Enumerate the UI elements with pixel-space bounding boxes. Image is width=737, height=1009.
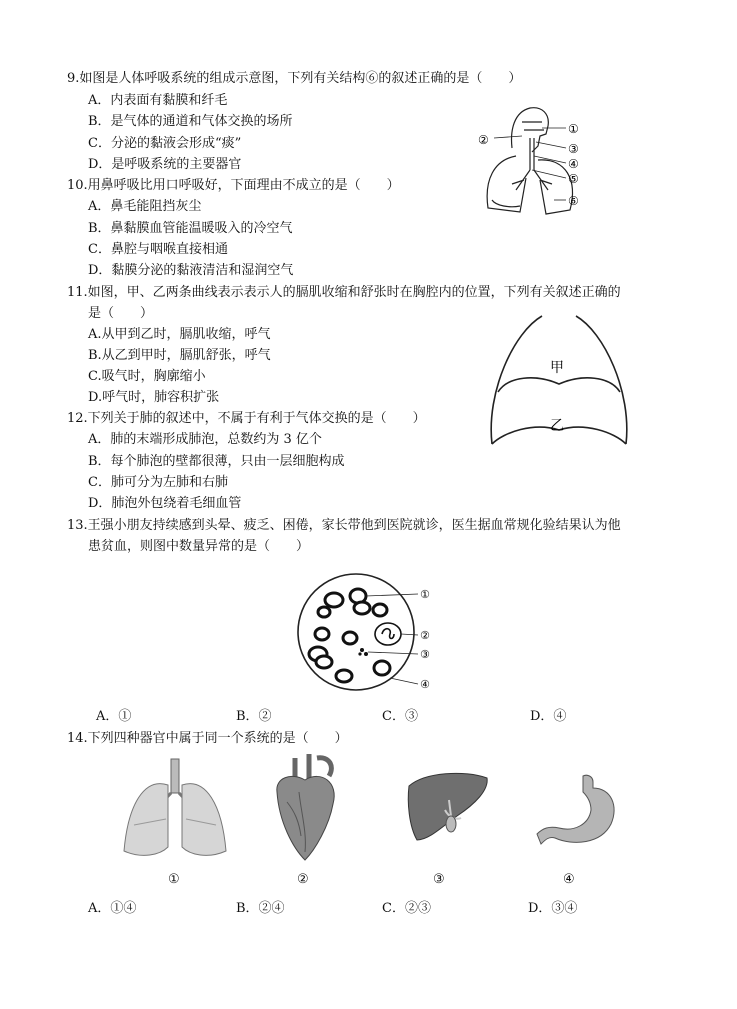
q14-option-a[interactable]: A．①④ [88,901,137,916]
q9-option-a[interactable]: A．内表面有黏膜和纤毛 [88,93,228,108]
smear-label-2: ② [420,629,430,642]
q11-option-c[interactable]: C.吸气时，胸廓缩小 [88,369,206,384]
q10-option-c[interactable]: C．鼻腔与咽喉直接相通 [88,242,228,257]
organ-caption-1: ① [168,872,180,887]
smear-label-4: ④ [420,678,430,691]
q9-option-d[interactable]: D．是呼吸系统的主要器官 [88,157,242,172]
q11-option-a[interactable]: A.从甲到乙时，膈肌收缩，呼气 [88,327,271,342]
q13-option-a[interactable]: A．① [96,709,132,724]
q9-option-b[interactable]: B．是气体的通道和气体交换的场所 [88,114,293,129]
label-3: ③ [568,142,579,156]
organ-caption-2: ② [297,872,309,887]
q11-stem-line2: 是（ ） [88,306,154,321]
organ-caption-4: ④ [563,872,575,887]
liver-illustration [405,770,491,848]
q12-option-b[interactable]: B．每个肺泡的壁都很薄，只由一层细胞构成 [88,454,345,469]
q10-option-b[interactable]: B．鼻黏膜血管能温暖吸入的冷空气 [88,221,293,236]
q13-option-b[interactable]: B．② [236,709,272,724]
diaphragm-diagram [484,312,634,450]
q12-option-c[interactable]: C．肺可分为左肺和右肺 [88,475,228,490]
q10-option-d[interactable]: D．黏膜分泌的黏液清洁和湿润空气 [88,263,294,278]
q13-option-c[interactable]: C．③ [382,709,418,724]
q11-option-d[interactable]: D.呼气时，肺容积扩张 [88,390,220,405]
smear-label-1: ① [420,588,430,601]
q10-option-a[interactable]: A．鼻毛能阻挡灰尘 [88,199,202,214]
lungs-illustration [120,755,230,863]
q9-stem: 9.如图是人体呼吸系统的组成示意图，下列有关结构⑥的叙述正确的是（ ） [67,71,522,86]
q13-option-d[interactable]: D．④ [530,709,567,724]
heart-illustration [265,752,345,864]
blood-smear-diagram [294,572,444,694]
q12-stem: 12.下列关于肺的叙述中，不属于有利于气体交换的是（ ） [67,411,426,426]
q10-stem: 10.用鼻呼吸比用口呼吸好，下面理由不成立的是（ ） [67,178,400,193]
smear-label-3: ③ [420,648,430,661]
q14-option-d[interactable]: D．③④ [528,901,578,916]
q9-option-c[interactable]: C．分泌的黏液会形成“痰” [88,136,242,151]
stomach-illustration [535,772,621,852]
q13-stem-line2: 患贫血，则图中数量异常的是（ ） [88,539,310,554]
label-5: ⑤ [568,172,579,186]
label-jia: 甲 [550,360,564,376]
label-6: ⑥ [568,194,579,208]
label-2: ② [478,133,489,147]
q12-option-a[interactable]: A．肺的末端形成肺泡，总数约为 3 亿个 [88,432,322,447]
q14-option-b[interactable]: B．②④ [236,901,285,916]
q13-stem-line1: 13.王强小朋友持续感到头晕、疲乏、困倦，家长带他到医院就诊，医生据血常规化验结果认为他 [67,518,621,533]
organ-caption-3: ③ [433,872,445,887]
q11-option-b[interactable]: B.从乙到甲时，膈肌舒张，呼气 [88,348,271,363]
respiratory-system-diagram [470,100,600,218]
q12-option-d[interactable]: D．肺泡外包绕着毛细血管 [88,496,242,511]
label-4: ④ [568,157,579,171]
q14-stem: 14.下列四种器官中属于同一个系统的是（ ） [67,731,348,746]
q11-stem-line1: 11.如图，甲、乙两条曲线表示表示人的膈肌收缩和舒张时在胸腔内的位置，下列有关叙述正确的 [67,285,621,300]
label-1: ① [568,122,579,136]
q14-option-c[interactable]: C．②③ [382,901,431,916]
label-yi: 乙 [550,418,564,434]
